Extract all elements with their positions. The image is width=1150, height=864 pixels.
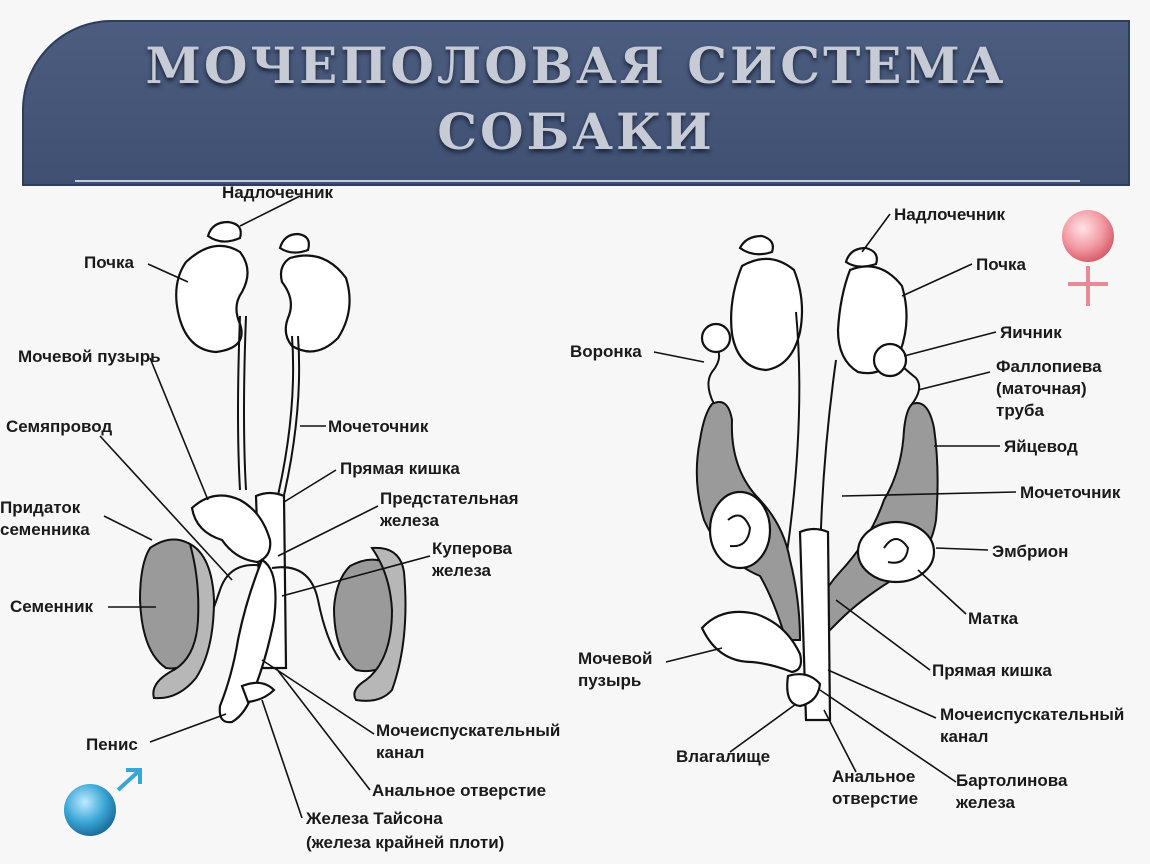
male-penis-bulb <box>242 683 274 702</box>
male-label-tyson-1: Железа Тайсона <box>306 809 443 828</box>
male-label-epididymis-1: Придаток <box>0 498 81 517</box>
male-label-cowper-1: Куперова <box>432 539 513 558</box>
female-funnel <box>702 324 730 352</box>
female-label-vagina: Влагалище <box>676 747 771 766</box>
male-label-urethra-1: Мочеиспускательный <box>376 721 561 740</box>
male-label-vas-deferens: Семяпровод <box>6 417 113 436</box>
male-label-anus: Анальное отверстие <box>372 781 547 800</box>
female-label-oviduct: Яйцевод <box>1004 437 1078 456</box>
female-label-bartholin-1: Бартолинова <box>956 771 1068 790</box>
male-label-bladder: Мочевой пузырь <box>18 347 161 366</box>
male-kidney-left <box>176 246 247 352</box>
male-label-tyson-2: (железа крайней плоти) <box>306 833 505 852</box>
female-kidney-left <box>731 259 802 370</box>
female-diagram <box>697 236 938 720</box>
female-label-anus-1: Анальное <box>832 767 916 786</box>
female-embryo-sac-right <box>858 522 934 582</box>
male-label-kidney: Почка <box>84 253 135 272</box>
female-label-kidney: Почка <box>976 255 1027 274</box>
female-label-funnel: Воронка <box>570 342 642 361</box>
female-label-fallopian-1: Фаллопиева <box>996 357 1102 376</box>
female-label-anus-2: отверстие <box>832 789 919 808</box>
male-ureter-left-b <box>244 316 246 490</box>
page-title-line-2: СОБАКИ <box>437 102 715 161</box>
male-label-testis: Семенник <box>10 597 94 616</box>
female-label-urethra-2: канал <box>940 727 989 746</box>
male-label-ureter: Мочеточник <box>328 417 429 436</box>
male-adrenal-left <box>208 222 241 242</box>
male-label-rectum: Прямая кишка <box>340 459 460 478</box>
female-label-embryo: Эмбрион <box>992 542 1069 561</box>
female-label-bladder-2: пузырь <box>578 671 642 690</box>
female-label-ovary: Яичник <box>1000 323 1062 342</box>
male-label-cowper-2: железа <box>432 561 491 580</box>
female-adrenal-left <box>740 236 773 254</box>
female-label-rectum: Прямая кишка <box>932 661 1052 680</box>
page-title-line-1: МОЧЕПОЛОВАЯ СИСТЕМА <box>145 36 1007 95</box>
male-label-adrenal: Надлочечник <box>222 183 334 202</box>
female-adrenal-right <box>846 248 877 267</box>
female-fallopian-left <box>708 350 719 404</box>
female-label-adrenal: Надлочечник <box>894 205 1006 224</box>
female-embryo-sac-left <box>710 492 770 568</box>
male-ureter-left <box>238 316 240 490</box>
male-label-prostate-2: железа <box>380 511 439 530</box>
female-label-bartholin-2: железа <box>956 793 1015 812</box>
female-symbol-icon <box>1062 210 1114 306</box>
male-label-prostate-1: Предстательная <box>380 489 519 508</box>
female-label-bladder-1: Мочевой <box>578 649 653 668</box>
male-adrenal-right <box>280 234 309 253</box>
female-label-fallopian-2: (маточная) <box>996 379 1087 398</box>
male-label-epididymis-2: семенника <box>0 520 90 539</box>
female-label-urethra-1: Мочеиспускательный <box>940 705 1125 724</box>
male-label-penis: Пенис <box>86 735 138 754</box>
female-ovary <box>874 344 906 376</box>
female-label-fallopian-3: труба <box>996 401 1044 420</box>
male-symbol-icon <box>64 770 140 836</box>
female-label-ureter: Мочеточник <box>1020 483 1121 502</box>
male-label-urethra-2: канал <box>376 743 425 762</box>
female-label-uterus: Матка <box>968 609 1019 628</box>
